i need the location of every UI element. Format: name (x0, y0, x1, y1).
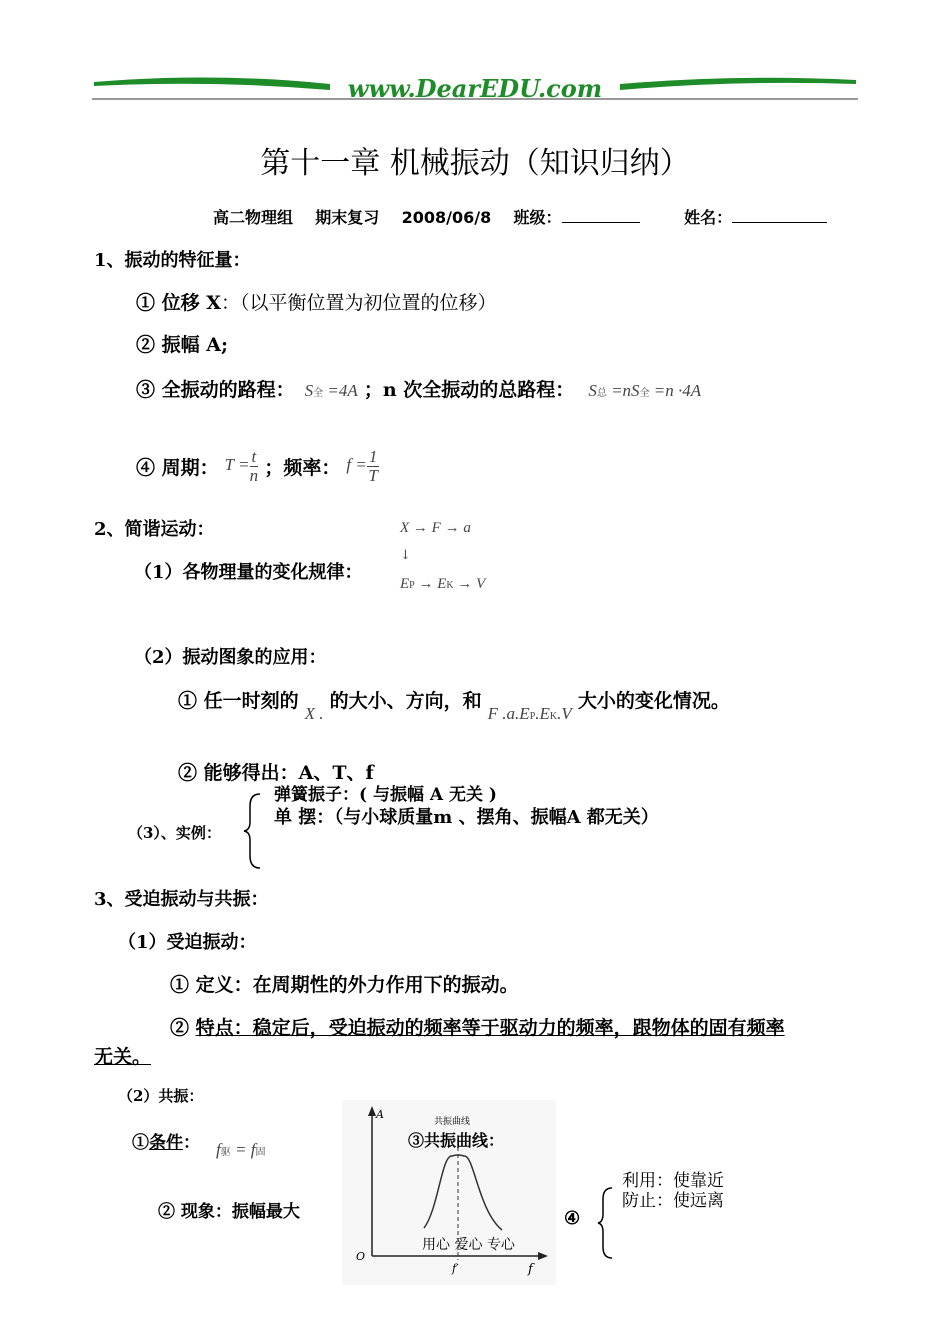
total-path-formula: S总 =nS全 =n ·4A (588, 381, 702, 400)
graph-origin-label: O (356, 1250, 366, 1263)
graph-curve-title: 共振曲线 (434, 1117, 471, 1127)
s3-p1-item2-cont: 无关。 (94, 1046, 152, 1068)
s3-p1: （1）受迫振动： (118, 932, 257, 953)
s2-p2-item2: ② 能够得出：A、T、f (178, 762, 374, 784)
s1-item4-label: ④ 周期： (136, 456, 219, 479)
item4-number: ④ (564, 1208, 581, 1229)
class-blank[interactable] (562, 206, 640, 223)
resonance-phenomenon: ② 现象：振幅最大 (158, 1202, 300, 1222)
resonance-use: 利用：使靠近 (622, 1171, 724, 1191)
down-arrow: ↓ (400, 548, 411, 563)
subtitle-line (213, 205, 827, 228)
s1-item1-note: ：（以平衡位置为初位置的位移） (220, 292, 497, 314)
section1-heading: 1、振动的特征量： (94, 250, 251, 271)
s1-item3-label: ③ 全振动的路程： (136, 379, 295, 401)
example-pendulum: 单 摆：（与小球质量m 、摆角、振幅A 都无关） (274, 807, 659, 828)
s3-p1-item1: ① 定义：在周期性的外力作用下的振动。 (170, 974, 519, 996)
s2-p3-label: （3）、实例： (128, 824, 221, 842)
period-formula: T = $\frac{t}{n}$ (224, 447, 259, 485)
example-spring: 弹簧振子：( 与振幅 A 无关 ) (274, 785, 497, 805)
s1-item3-mid: ；n 次全振动的总路程： (363, 379, 575, 401)
brace-icon (596, 1186, 614, 1260)
page-title: 第十一章 机械振动（知识归纳） (260, 146, 690, 181)
graph-y-axis-label: A (376, 1108, 384, 1121)
name-blank[interactable] (732, 206, 827, 223)
s1-item2: ② 振幅 A; (136, 334, 228, 356)
s1-item4 (136, 448, 379, 485)
class-label: 班级： (513, 208, 562, 227)
s1-item1-label: ① 位移 X (136, 292, 221, 314)
graph-peak-label: f′ (452, 1262, 459, 1275)
s2-p1: （1）各物理量的变化规律： (134, 562, 363, 583)
chain-x-f-a: X → F → a (400, 520, 471, 536)
chain-ep-ek-v: EP → EK → V (400, 576, 486, 592)
brace-icon (242, 792, 262, 870)
quantities-formula: F .a.EP.EK.V (487, 704, 572, 723)
resonance-curve-label: ③共振曲线： (408, 1131, 505, 1150)
resonance-prevent: 防止：使远离 (622, 1191, 724, 1211)
s1-item4-mid: ；频率： (264, 456, 341, 479)
section2-heading: 2、简谐运动： (94, 519, 215, 540)
header-banner (92, 70, 858, 104)
site-logo: www.DearEDU.com (347, 74, 603, 103)
s1-item3 (136, 375, 701, 402)
subtitle-group: 高二物理组 (213, 208, 294, 227)
graph-x-axis-label: f (528, 1262, 533, 1277)
s3-p1-item2: ② 特点：稳定后，受迫振动的频率等于驱动力的频率，跟物体的固有频率 (170, 1017, 785, 1039)
graph-watermark-words: 用心 爱心 专心 (422, 1237, 515, 1253)
section3-heading: 3、受迫振动与共振： (94, 889, 269, 910)
displacement-symbol: X . (304, 704, 324, 723)
s1-item1 (136, 288, 497, 315)
name-label: 姓名： (684, 208, 733, 227)
path-formula: S全 =4A (304, 381, 358, 400)
s3-p2: （2）共振： (118, 1087, 204, 1105)
subtitle-kind: 期末复习 (315, 208, 380, 227)
s2-p2-item1: ① 任一时刻的 X . 的大小、方向，和 F .a.EP.EK.V 大小的变化情况。 (178, 690, 730, 723)
condition-formula: f驱 = f固 (216, 1140, 266, 1159)
s2-p2: （2）振动图象的应用： (134, 647, 327, 668)
subtitle-date: 2008/06/8 (401, 208, 492, 227)
resonance-condition: ①条件： (132, 1133, 200, 1153)
frequency-formula: f = $\frac{1}{T}$ (346, 447, 378, 485)
